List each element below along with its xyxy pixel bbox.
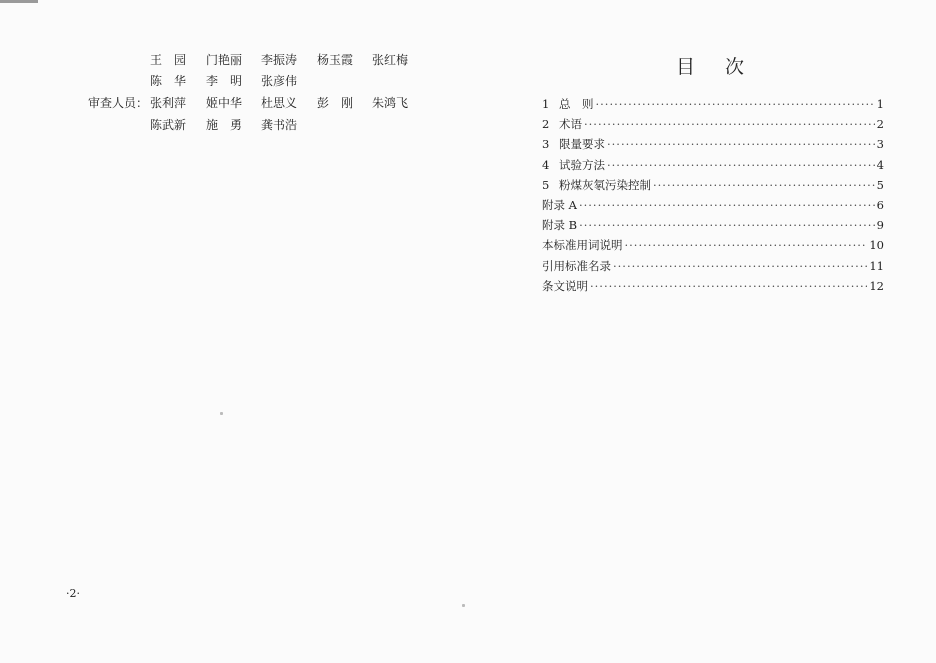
toc-entry-page: 9 [876,218,884,233]
person-name: 张红梅 [372,53,409,67]
toc-entry-title: 粉煤灰氡污染控制 [559,177,651,192]
person-name: 杜思义 [261,96,298,110]
toc-entry[interactable] [542,278,884,298]
toc-leader-dots [653,178,875,192]
person-name: 施 勇 [206,118,243,132]
table-of-contents [542,96,884,298]
toc-leader-dots [590,279,867,293]
person-name: 王 园 [150,53,187,67]
toc-entry-title: 附录 A [542,197,577,212]
toc-entry-page: 3 [876,137,884,152]
toc-entry[interactable] [542,217,884,237]
person-name: 彭 刚 [317,96,354,110]
toc-entry-number: 5 [542,177,550,192]
scan-speck [220,412,223,415]
toc-entry-page: 5 [876,177,884,192]
toc-entry-number: 1 [542,97,550,111]
person-name: 杨玉霞 [317,53,354,67]
toc-entry[interactable] [542,237,884,257]
reviewers-label: 审查人员： [88,96,149,110]
toc-entry-title: 试验方法 [559,157,605,172]
person-name: 张利萍 [150,96,187,110]
toc-entry[interactable] [542,197,884,217]
toc-entry[interactable] [542,157,884,177]
toc-leader-dots [613,259,867,273]
person-name: 朱鸿飞 [372,96,409,110]
person-name: 门艳丽 [206,53,243,67]
person-name: 李 明 [206,74,243,88]
person-name: 陈武新 [150,118,187,132]
person-name: 陈 华 [150,74,187,88]
toc-entry[interactable] [542,136,884,156]
page-number: ·2· [66,587,80,600]
toc-entry-title: 引用标准名录 [542,258,611,273]
toc-entry-title: 术语 [559,117,582,132]
toc-entry-page: 10 [869,238,884,253]
person-name: 李振涛 [261,53,298,67]
toc-entry[interactable] [542,116,884,136]
toc-entry-number: 3 [542,137,550,152]
toc-leader-dots [607,158,875,172]
toc-entry-page: 12 [869,278,884,293]
toc-entry[interactable] [542,177,884,197]
toc-entry-title: 总 则 [559,97,594,111]
toc-entry[interactable] [542,96,884,116]
toc-entry[interactable] [542,258,884,278]
person-name: 张彦伟 [261,74,298,88]
toc-entry-page: 1 [876,97,884,111]
right-page [468,0,936,663]
toc-leader-dots [596,97,875,111]
toc-leader-dots [584,117,875,131]
toc-leader-dots [579,218,875,232]
toc-leader-dots [579,198,875,212]
scan-speck [462,604,465,607]
toc-entry-page: 4 [876,157,884,172]
toc-entry-page: 2 [876,117,884,132]
toc-entry-title: 限量要求 [559,137,605,152]
toc-entry-number: 2 [542,117,550,132]
toc-leader-dots [607,137,875,151]
toc-entry-number: 4 [542,157,550,172]
toc-entry-title: 附录 B [542,218,578,233]
toc-entry-title: 本标准用词说明 [542,238,623,253]
person-name: 龚书浩 [261,118,298,132]
person-name: 姬中华 [206,96,243,110]
toc-title: 目次 [676,56,775,78]
toc-entry-page: 6 [876,197,884,212]
toc-entry-title: 条文说明 [542,278,588,293]
toc-entry-page: 11 [869,258,884,273]
toc-leader-dots [625,238,868,252]
